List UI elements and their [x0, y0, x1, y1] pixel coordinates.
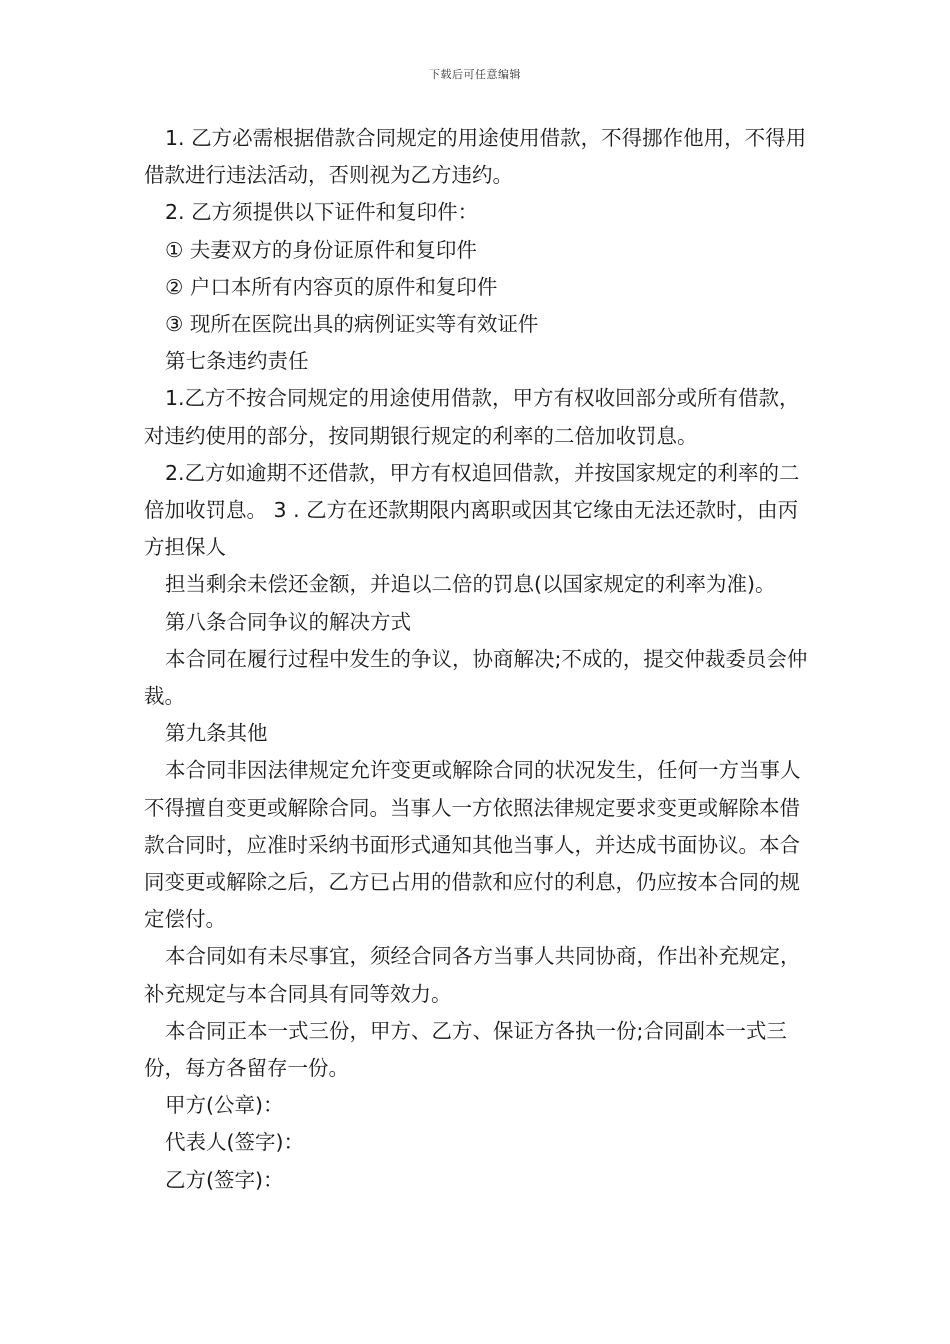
list-item: ③ 现所在医院出具的病例证实等有效证件: [165, 312, 539, 337]
clause-paragraph: 2. 乙方须提供以下证件和复印件：: [165, 200, 479, 225]
clause-paragraph: 本合同如有未尽事宜，须经合同各方当事人共同协商，作出补充规定，补充规定与本合同具有同等效力。: [144, 944, 801, 1006]
signature-line-representative: 代表人(签字)：: [165, 1130, 304, 1155]
clause-paragraph: 2.乙方如逾期不还借款，甲方有权追回借款，并按国家规定的利率的二倍加收罚息。 3 . 乙方在还款期限内离职或因其它缘由无法还款时，由丙方担保人: [144, 460, 800, 560]
list-item: ② 户口本所有内容页的原件和复印件: [165, 274, 498, 299]
clause-paragraph: 担当剩余未偿还金额，并追以二倍的罚息(以国家规定的利率为准)。: [165, 572, 776, 597]
section-heading: 第七条违约责任: [165, 349, 309, 374]
list-item: ① 夫妻双方的身份证原件和复印件: [165, 237, 477, 262]
clause-paragraph: 本合同非因法律规定允许变更或解除合同的状况发生，任何一方当事人不得擅自变更或解除合同。当事人一方依照法律规定要求变更或解除本借款合同时，应准时采纳书面形式通知其他当事人，并达成书面协议。本合同变更或解除之后，乙方已占用的借款和应付的利息，仍应按本合同的规定偿付。: [144, 758, 801, 932]
page-header-note: 下载后可任意编辑: [429, 68, 521, 81]
clause-paragraph: 1.乙方不按合同规定的用途使用借款，甲方有权收回部分或所有借款，对违约使用的部分，按同期银行规定的利率的二倍加收罚息。: [144, 386, 800, 448]
document-body: [144, 120, 812, 1199]
signature-line-party-a: 甲方(公章)：: [165, 1093, 284, 1118]
clause-paragraph: 本合同正本一式三份，甲方、乙方、保证方各执一份;合同副本一式三份，每方各留存一份。: [144, 1018, 787, 1081]
signature-line-party-b: 乙方(签字)：: [165, 1167, 284, 1192]
clause-paragraph: 本合同在履行过程中发生的争议，协商解决;不成的，提交仲裁委员会仲裁。: [144, 646, 808, 709]
clause-paragraph: 1. 乙方必需根据借款合同规定的用途使用借款，不得挪作他用，不得用借款进行违法活动，否则视为乙方违约。: [144, 126, 807, 188]
section-heading: 第八条合同争议的解决方式: [165, 609, 411, 634]
section-heading: 第九条其他: [165, 721, 268, 746]
